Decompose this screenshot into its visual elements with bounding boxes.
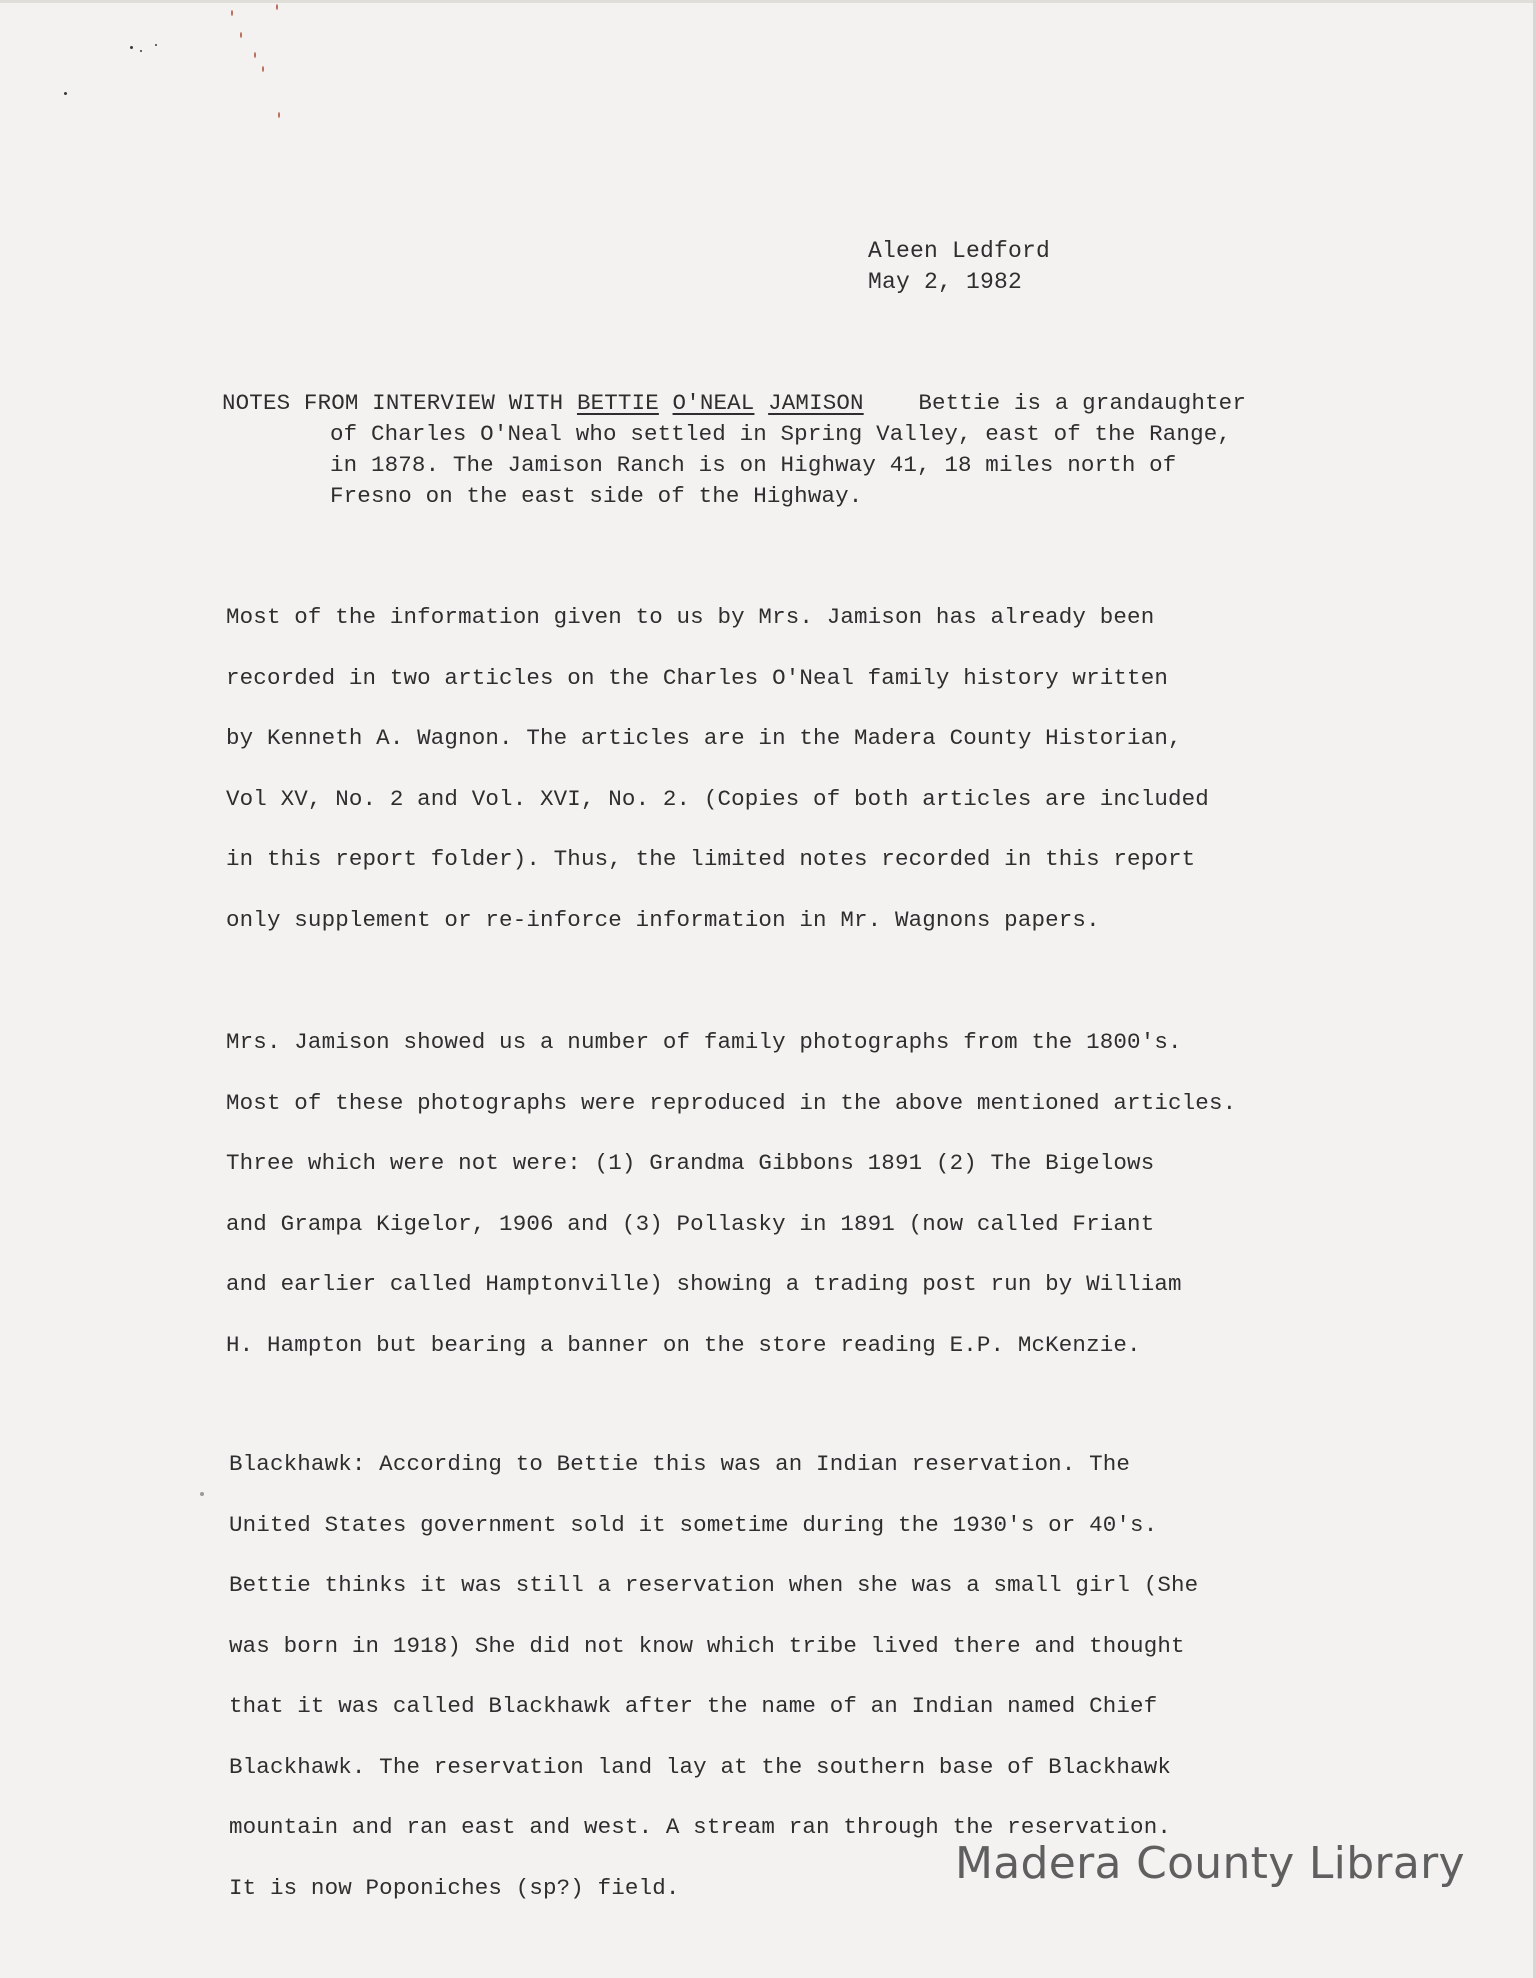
paragraph-line: mountain and ran east and west. A stream ran through the reservation.: [229, 1814, 1172, 1840]
heading-prefix: NOTES FROM INTERVIEW WITH: [222, 390, 577, 416]
paragraph-line: Vol XV, No. 2 and Vol. XVI, No. 2. (Copies of both articles are included: [226, 785, 1209, 812]
paragraph-line: H. Hampton but bearing a banner on the store reading E.P. McKenzie.: [226, 1331, 1141, 1358]
paragraph-line: Blackhawk: According to Bettie this was an Indian reservation. The: [229, 1451, 1131, 1477]
paragraph-line: Most of the information given to us by Mrs. Jamison has already been: [226, 604, 1155, 630]
library-watermark: Madera County Library: [955, 1838, 1465, 1889]
paragraph-line: Blackhawk. The reservation land lay at the southern base of Blackhawk: [229, 1753, 1172, 1780]
paragraph-line: that it was called Blackhawk after the name of an Indian named Chief: [229, 1693, 1158, 1719]
intro-line-1-tail: Bettie is a grandaughter: [918, 390, 1246, 416]
intro-heading: [222, 388, 1246, 512]
paragraph-line: Three which were not were: (1) Grandma Gibbons 1891 (2) The Bigelows: [226, 1150, 1155, 1176]
page-top-edge: [0, 0, 1536, 3]
paragraph-line: in this report folder). Thus, the limited notes recorded in this report: [226, 846, 1196, 872]
paragraph-line: Bettie thinks it was still a reservation when she was a small girl (She: [229, 1572, 1199, 1598]
paragraph-line: was born in 1918) She did not know which tribe lived there and thought: [229, 1632, 1185, 1659]
author-name: Aleen Ledford: [868, 238, 1051, 264]
intro-line-3: in 1878. The Jamison Ranch is on Highway 41, 18 miles north of: [330, 452, 1177, 478]
paragraph-line: and earlier called Hamptonville) showing a trading post run by William: [226, 1271, 1182, 1297]
paragraph-line: United States government sold it sometime during the 1930's or 40's.: [229, 1511, 1158, 1538]
paragraph-line: Mrs. Jamison showed us a number of family photographs from the 1800's.: [226, 1029, 1182, 1055]
paragraph-line: and Grampa Kigelor, 1906 and (3) Pollasky in 1891 (now called Friant: [226, 1210, 1155, 1237]
intro-line-2: of Charles O'Neal who settled in Spring Valley, east of the Range,: [330, 421, 1232, 447]
paragraph-1: [226, 587, 1209, 950]
name-jamison: JAMISON: [768, 390, 864, 416]
author-date-block: [868, 236, 1050, 298]
intro-line-1: [222, 388, 1246, 419]
document-date: May 2, 1982: [868, 269, 1023, 295]
paragraph-line: by Kenneth A. Wagnon. The articles are in the Madera County Historian,: [226, 725, 1182, 751]
name-oneal: O'NEAL: [672, 390, 755, 416]
paragraph-line: Most of these photographs were reproduced in the above mentioned articles.: [226, 1089, 1237, 1116]
paragraph-line: recorded in two articles on the Charles O'Neal family history written: [226, 664, 1169, 691]
intro-line-4: Fresno on the east side of the Highway.: [330, 483, 863, 509]
paragraph-line: only supplement or re-inforce information in Mr. Wagnons papers.: [226, 906, 1100, 933]
name-bettie: BETTIE: [576, 390, 659, 416]
paragraph-2: [226, 1012, 1236, 1375]
paragraph-line: It is now Poponiches (sp?) field.: [229, 1874, 680, 1901]
